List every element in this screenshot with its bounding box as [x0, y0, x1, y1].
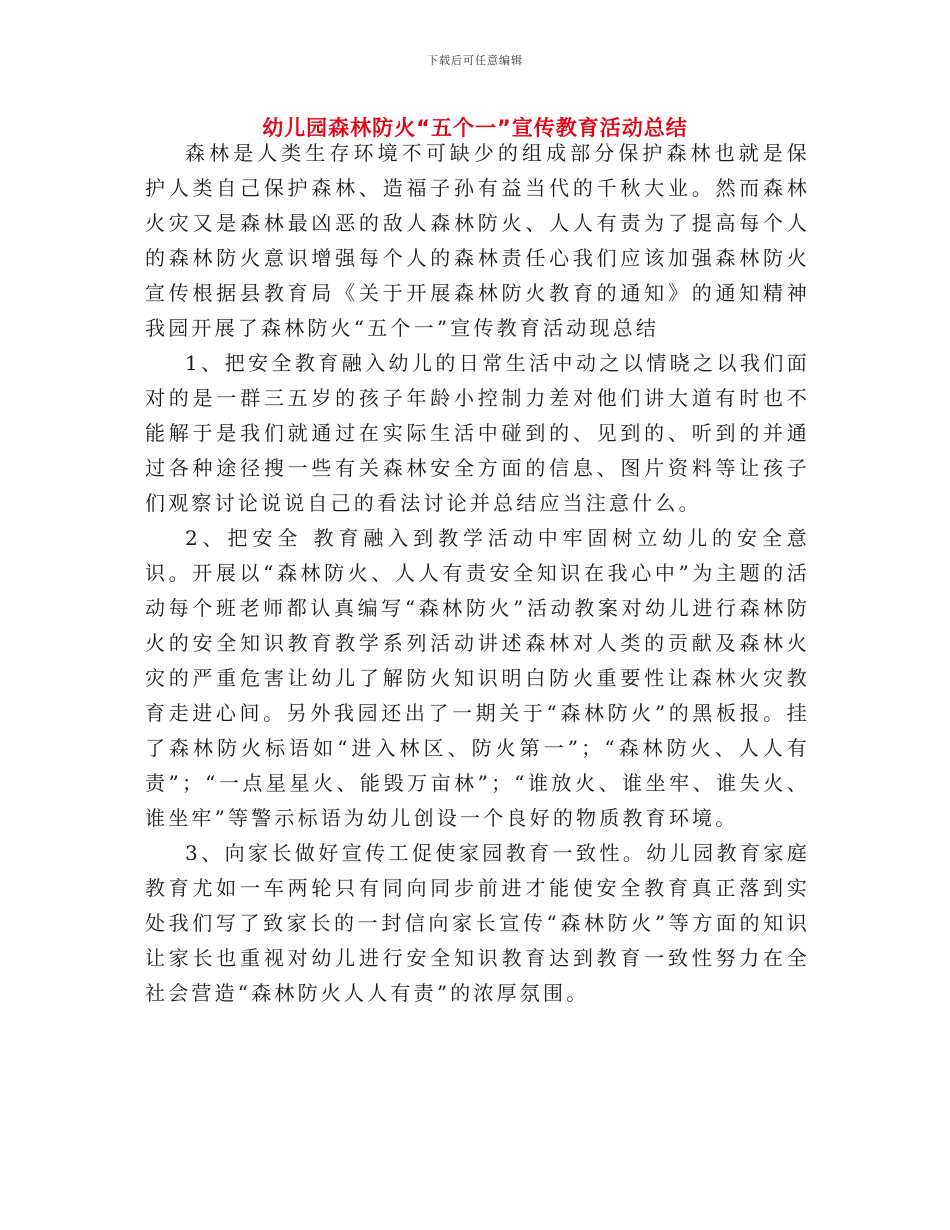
paragraph-item-3: 3、向家长做好宣传工促使家园教育一致性。幼儿园教育家庭教育尤如一车两轮只有同向同步前进才能使安全教育真正落到实处我们写了致家长的一封信向家长宣传“森林防火”等方面的知识让家长也重视对幼儿进行安全知识教育达到教育一致性努力在全社会营造“森林防火人人有责”的浓厚氛围。 [145, 841, 810, 1005]
document-title: 幼儿园森林防火“五个一”宣传教育活动总结 [262, 116, 688, 140]
document-body [145, 136, 810, 1011]
paragraph-intro: 森林是人类生存环境不可缺少的组成部分保护森林也就是保护人类自己保护森林、造福子孙有益当代的千秋大业。然而森林火灾又是森林最凶恶的敌人森林防火、人人有责为了提高每个人的森林防火意识增强每个人的森林责任心我们应该加强森林防火宣传根据县教育局《关于开展森林防火教育的通知》的通知精神我园开展了森林防火“五个一”宣传教育活动现总结 [145, 141, 810, 340]
paragraph-item-2: 2、把安全 教育融入到教学活动中牢固树立幼儿的安全意识。开展以“森林防火、人人有责安全知识在我心中”为主题的活动每个班老师都认真编写“森林防火”活动教案对幼儿进行森林防火的安全知识教育教学系列活动讲述森林对人类的贡献及森林火灾的严重危害让幼儿了解防火知识明白防火重要性让森林火灾教育走进心间。另外我园还出了一期关于“森林防火”的黑板报。挂了森林防火标语如“进入林区、防火第一”；“森林防火、人人有责”；“一点星星火、能毁万亩林”；“谁放火、谁坐牢、谁失火、谁坐牢”等警示标语为幼儿创设一个良好的物质教育环境。 [145, 526, 810, 830]
header-note: 下载后可任意编辑 [427, 54, 523, 67]
paragraph-item-1: 1、把安全教育融入幼儿的日常生活中动之以情晓之以我们面对的是一群三五岁的孩子年龄小控制力差对他们讲大道有时也不能解于是我们就通过在实际生活中碰到的、见到的、听到的并通过各种途径搜一些有关森林安全方面的信息、图片资料等让孩子们观察讨论说说自己的看法讨论并总结应当注意什么。 [145, 351, 810, 515]
